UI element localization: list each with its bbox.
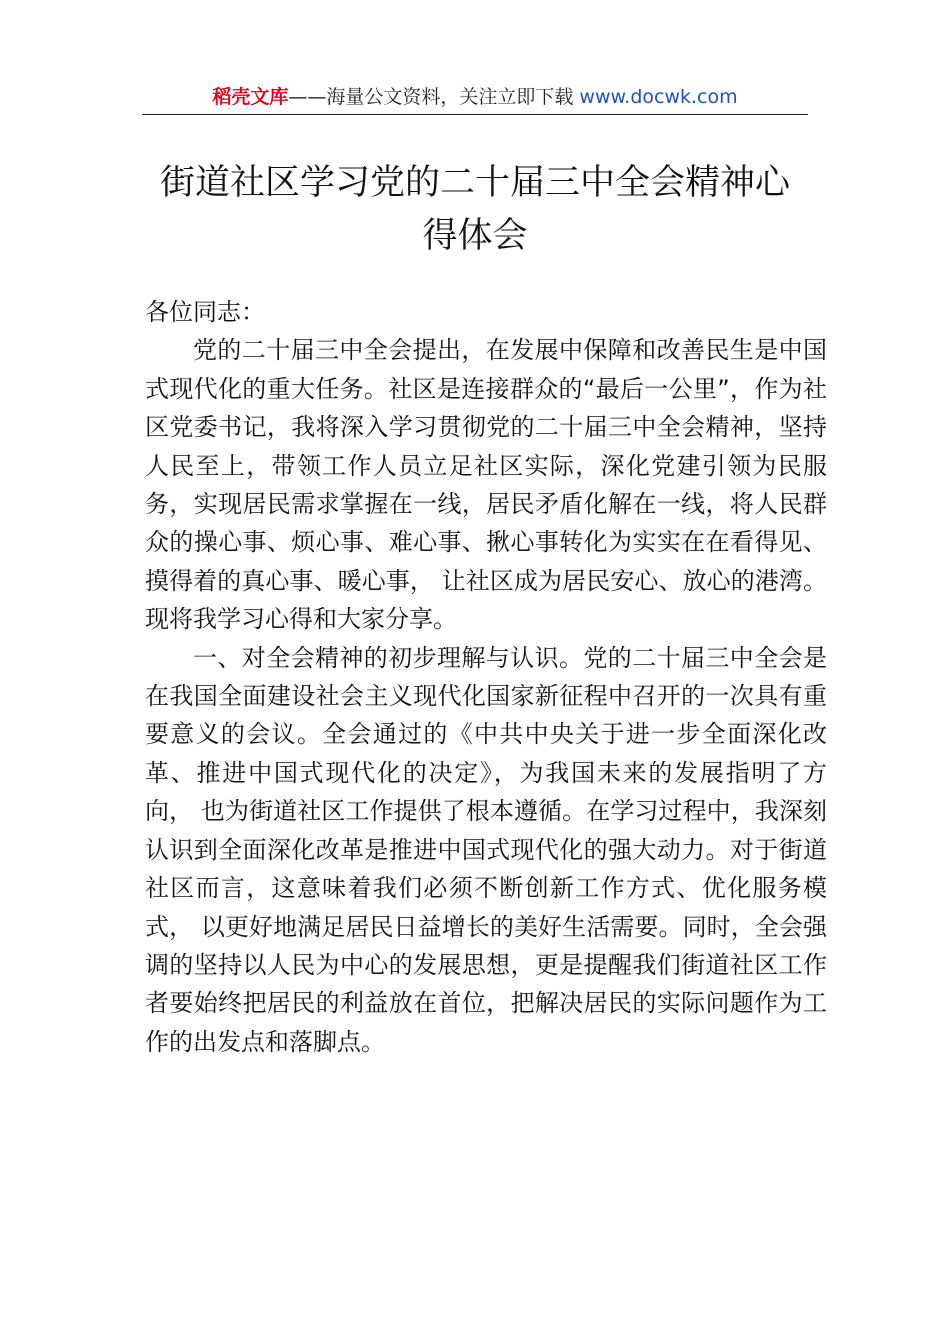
- document-body: [145, 293, 827, 1061]
- header-url-link[interactable]: www.docwk.com: [579, 86, 738, 108]
- header-tagline: ——海量公文资料，关注立即下载: [288, 86, 574, 108]
- document-title: [142, 157, 808, 263]
- brand-name: 稻壳文库: [212, 86, 289, 108]
- title-line-2: 得体会: [422, 216, 528, 256]
- paragraph-intro: 党的二十届三中全会提出，在发展中保障和改善民生是中国式现代化的重大任务。社区是连接群众的“最后一公里”，作为社区党委书记，我将深入学习贯彻党的二十届三中全会精神，坚持人民至上，带领工作人员立足社区实际，深化党建引领为民服务，实现居民需求掌握在一线，居民矛盾化解在一线，将人民群众的操心事、烦心事、难心事、揪心事转化为实实在在看得见、摸得着的真心事、暖心事， 让社区成为居民安心、放心的港湾。现将我学习心得和大家分享。: [145, 336, 827, 634]
- salutation: 各位同志：: [145, 298, 265, 326]
- paragraph-section-1: 一、对全会精神的初步理解与认识。党的二十届三中全会是在我国全面建设社会主义现代化国家新征程中召开的一次具有重要意义的会议。全会通过的《中共中央关于进一步全面深化改革、推进中国式现代化的决定》，为我国未来的发展指明了方向， 也为街道社区工作提供了根本遵循。在学习过程中，我深刻认识到全面深化改革是推进中国式现代化的强大动力。对于街道社区而言，这意味着我们必须不断创新工作方式、优化服务模式， 以更好地满足居民日益增长的美好生活需要。同时，全会强调的坚持以人民为中心的发展思想，更是提醒我们街道社区工作者要始终把居民的利益放在首位，把解决居民的实际问题作为工作的出发点和落脚点。: [145, 643, 827, 1056]
- title-line-1: 街道社区学习党的二十届三中全会精神心: [159, 163, 790, 203]
- header-divider: [142, 114, 808, 115]
- page-header: [142, 84, 808, 114]
